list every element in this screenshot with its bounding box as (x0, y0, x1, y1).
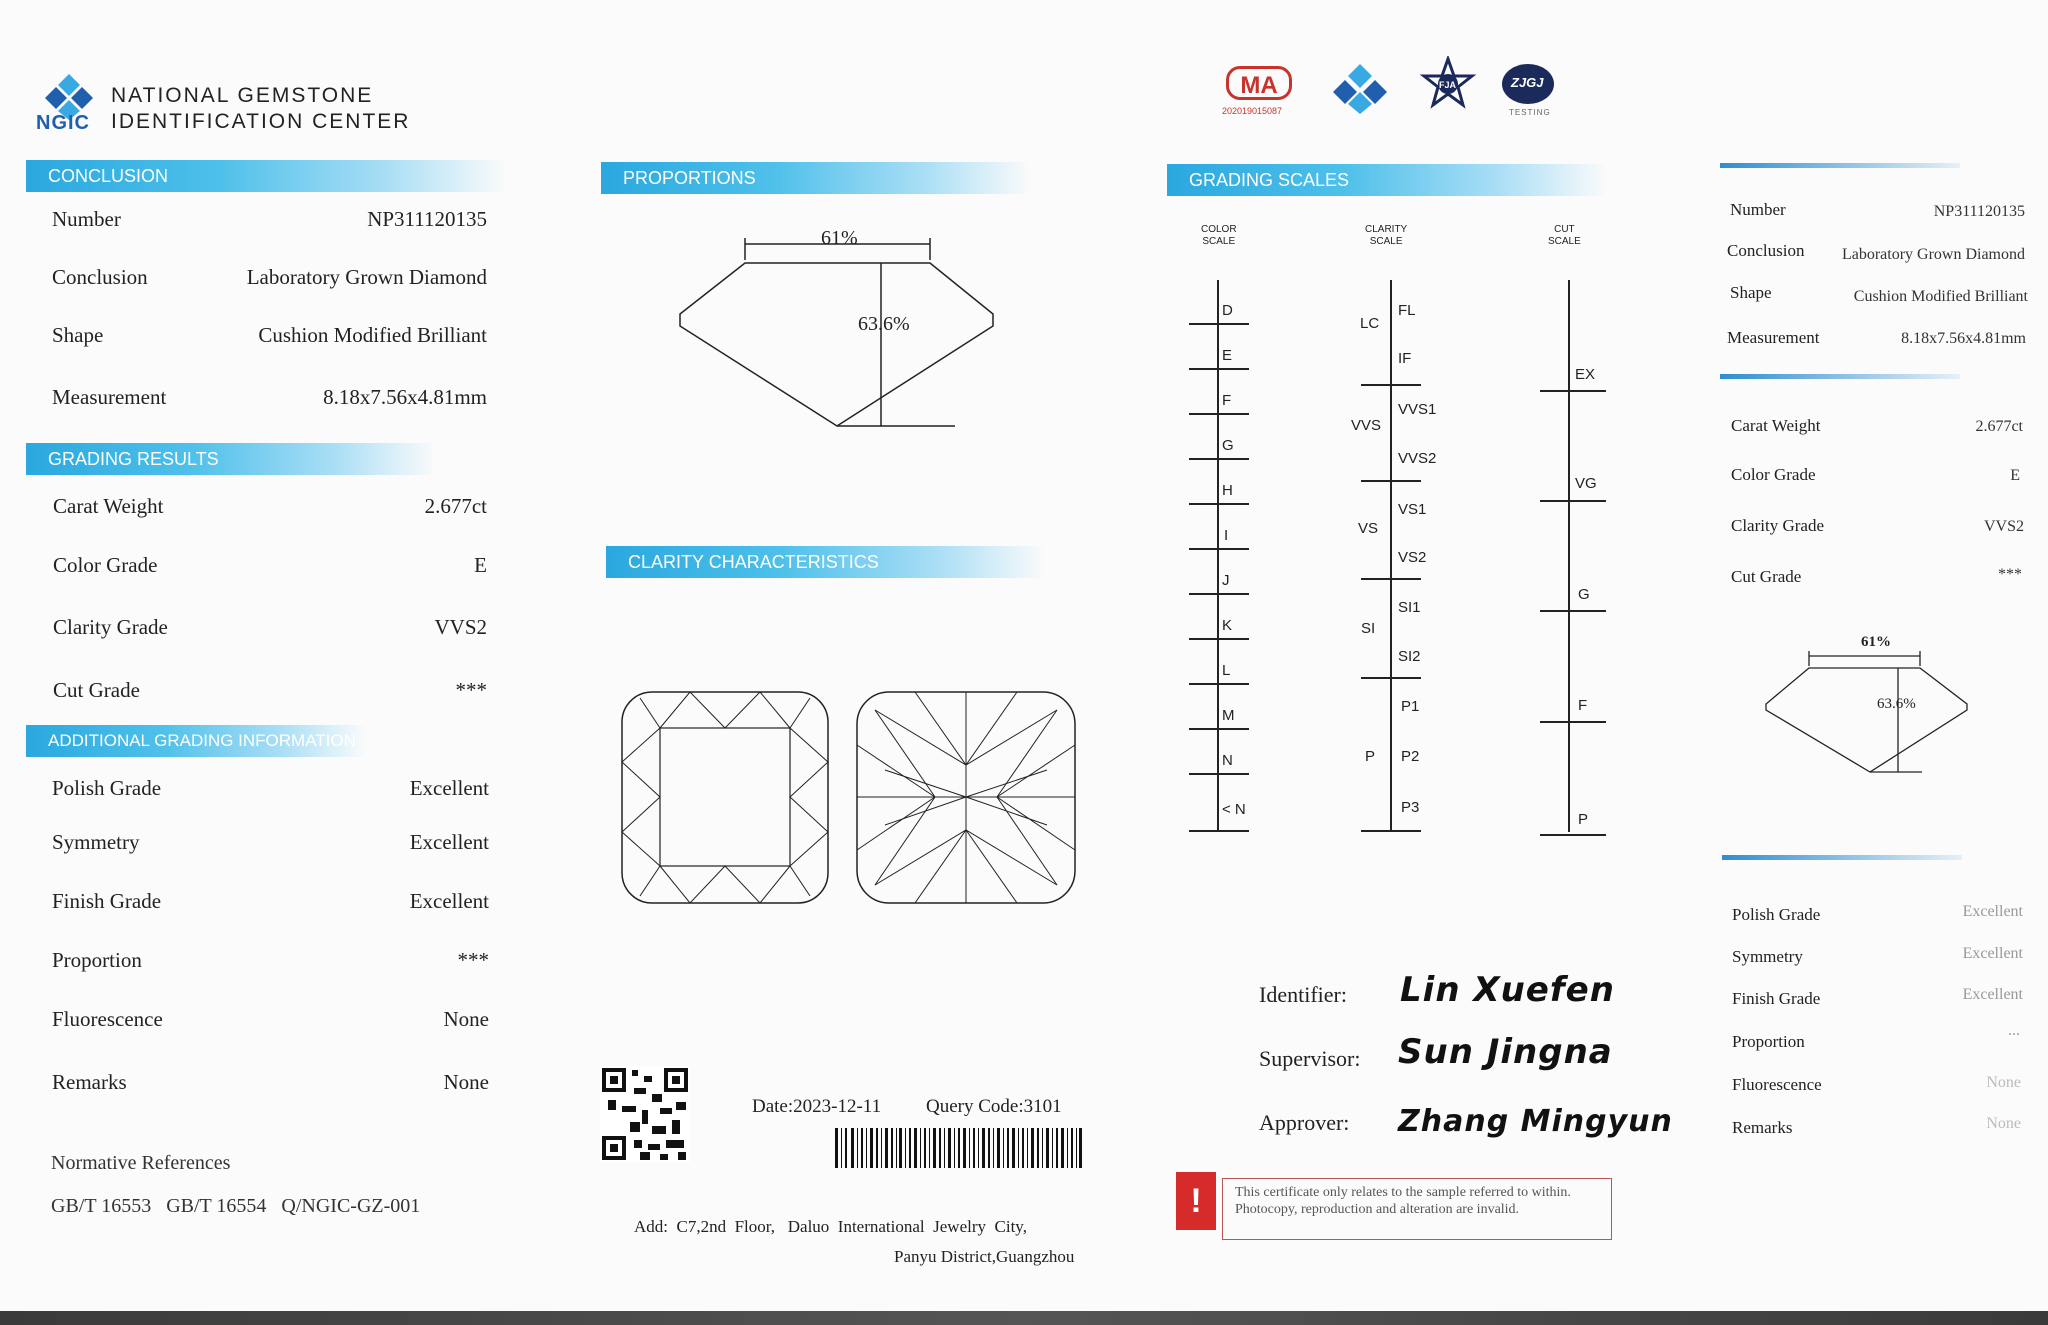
brand-abbr: NGIC (36, 112, 90, 134)
row-value: Cushion Modified Brilliant (258, 323, 487, 347)
row-label: Polish Grade (52, 776, 162, 800)
additional-row (52, 948, 489, 973)
scale-title-line: SCALE (1202, 236, 1236, 247)
scale-tick (1361, 480, 1421, 482)
cut-scale-axis (1568, 280, 1570, 832)
clarity-grade-label: IF (1398, 350, 1412, 367)
approver-label: Approver: (1259, 1110, 1350, 1135)
section-grading-scales: GRADING SCALES (1167, 164, 1607, 196)
stub-value: NP311120135 (1933, 203, 2025, 220)
table-percent: 61% (821, 227, 858, 249)
stub-label: Conclusion (1727, 241, 1805, 260)
pavilion-view-diagram (855, 690, 1077, 905)
stub-label: Symmetry (1732, 947, 1803, 966)
grading-row (53, 678, 487, 703)
scale-tick (1189, 368, 1249, 370)
stub-value: Excellent (1962, 945, 2023, 962)
identifier-label: Identifier: (1259, 982, 1347, 1007)
row-label: Remarks (52, 1070, 127, 1094)
scale-tick (1540, 721, 1606, 723)
clarity-grade-label: SI2 (1398, 648, 1421, 665)
scale-title-line: CUT (1554, 224, 1575, 235)
additional-row (52, 1007, 489, 1032)
section-clarity-characteristics: CLARITY CHARACTERISTICS (606, 546, 1046, 578)
color-grade-label: K (1222, 617, 1233, 634)
scale-tick (1361, 578, 1421, 580)
row-value: None (443, 1007, 489, 1031)
stub-divider (1720, 374, 1960, 379)
stub-value: ... (2008, 1022, 2020, 1039)
clarity-grade-label: P2 (1401, 748, 1420, 765)
additional-row (52, 889, 489, 914)
stub-value: E (2010, 467, 2020, 484)
certificate-notice: This certificate only relates to the sample referred to within. Photocopy, reproduction and alteration are invalid. (1222, 1178, 1612, 1240)
conclusion-row (52, 265, 487, 290)
identifier-signature: Lin Xuefen (1400, 970, 1615, 1010)
grading-row (53, 553, 487, 578)
conclusion-row (52, 207, 487, 232)
stub-label: Polish Grade (1732, 905, 1821, 924)
normative-title: Normative References (51, 1152, 231, 1174)
stub-value: VVS2 (1983, 518, 2024, 535)
cut-grade-label: G (1578, 586, 1590, 603)
cut-scale-title (1548, 224, 1581, 248)
stub-label: Color Grade (1731, 465, 1816, 484)
depth-percent: 63.6% (858, 313, 910, 335)
stub-depth-percent: 63.6% (1877, 696, 1916, 712)
additional-row (52, 830, 489, 855)
supervisor-signature: Sun Jingna (1398, 1032, 1613, 1072)
stub-value: None (1986, 1074, 2021, 1091)
cma-number: 202019015087 (1222, 106, 1283, 116)
section-grading-results: GRADING RESULTS (26, 443, 436, 475)
row-label: Measurement (52, 385, 167, 409)
row-value: *** (457, 948, 489, 972)
stub-value: Excellent (1962, 986, 2023, 1003)
row-value: 2.677ct (424, 494, 487, 518)
scale-tick (1189, 773, 1249, 775)
cma-badge-icon: MA (1226, 66, 1292, 100)
page-edge (0, 1311, 2048, 1325)
row-label: Clarity Grade (53, 615, 168, 639)
ngic-badge-icon (1330, 62, 1390, 116)
color-grade-label: D (1222, 302, 1233, 319)
color-grade-label: I (1224, 527, 1229, 544)
scale-tick (1361, 384, 1421, 386)
color-scale-title (1201, 224, 1237, 248)
color-scale-axis (1217, 280, 1219, 832)
row-value: *** (455, 678, 487, 702)
color-grade-label: F (1222, 392, 1232, 409)
row-label: Symmetry (52, 830, 140, 854)
stub-proportion-diagram (1762, 648, 1972, 776)
query-code: Query Code:3101 (926, 1096, 1062, 1117)
address-line2: Panyu District,Guangzhou (894, 1247, 1075, 1266)
stub-label: Clarity Grade (1731, 516, 1824, 535)
scale-tick (1189, 683, 1249, 685)
row-label: Fluorescence (52, 1007, 163, 1031)
clarity-grade-label: P3 (1401, 799, 1420, 816)
conclusion-row (52, 385, 487, 410)
section-additional: ADDITIONAL GRADING INFORMATION (26, 725, 366, 757)
row-label: Color Grade (53, 553, 158, 577)
barcode-icon (835, 1128, 1083, 1168)
row-label: Finish Grade (52, 889, 162, 913)
row-value: Excellent (409, 889, 489, 913)
stub-value: 8.18x7.56x4.81mm (1901, 330, 2026, 347)
clarity-grade-label: P1 (1401, 698, 1420, 715)
address-line1: Add: C7,2nd Floor, Daluo International Jewelry City, (634, 1217, 1027, 1236)
row-label: Conclusion (52, 265, 148, 289)
row-label: Carat Weight (53, 494, 164, 518)
conclusion-row (52, 323, 487, 348)
scale-tick (1361, 677, 1421, 679)
clarity-grade-label: VS2 (1398, 549, 1427, 566)
color-grade-label: < N (1222, 801, 1246, 818)
scale-title-line: CLARITY (1365, 224, 1408, 235)
row-value: None (443, 1070, 489, 1094)
clarity-grade-label: VS1 (1398, 501, 1427, 518)
row-value: Excellent (409, 830, 489, 854)
row-value: Laboratory Grown Diamond (246, 265, 487, 289)
color-grade-label: N (1222, 752, 1233, 769)
scale-tick (1540, 500, 1606, 502)
cut-grade-label: VG (1575, 475, 1597, 492)
scale-tick (1189, 503, 1249, 505)
clarity-grade-label: FL (1398, 302, 1416, 319)
color-grade-label: E (1222, 347, 1233, 364)
row-label: Shape (52, 323, 104, 347)
scale-tick (1189, 548, 1249, 550)
color-grade-label: G (1222, 437, 1234, 454)
scale-tick (1540, 390, 1606, 392)
additional-row (52, 776, 489, 801)
cut-grade-label: EX (1575, 366, 1596, 383)
clarity-group-label: P (1365, 748, 1376, 765)
additional-row (52, 1070, 489, 1095)
qr-code-icon (600, 1066, 690, 1162)
proportion-diagram (670, 232, 1010, 432)
stub-label: Fluorescence (1732, 1075, 1822, 1094)
stub-label: Measurement (1727, 328, 1820, 347)
stub-divider (1722, 855, 1962, 860)
scale-tick (1189, 638, 1249, 640)
scale-tick (1540, 834, 1606, 836)
brand-name-line1: NATIONAL GEMSTONE (111, 84, 374, 107)
clarity-group-label: LC (1360, 315, 1380, 332)
color-grade-label: H (1222, 482, 1233, 499)
stub-label: Remarks (1732, 1118, 1793, 1137)
clarity-group-label: SI (1361, 620, 1376, 637)
clarity-grade-label: VVS1 (1398, 401, 1437, 418)
scale-tick (1189, 413, 1249, 415)
stub-label: Number (1730, 200, 1786, 219)
row-label: Number (52, 207, 121, 231)
brand-name-line2: IDENTIFICATION CENTER (111, 110, 411, 133)
stub-label: Shape (1730, 283, 1772, 302)
row-value: VVS2 (434, 615, 487, 639)
testing-label: TESTING (1509, 108, 1551, 117)
row-value: 8.18x7.56x4.81mm (323, 385, 487, 409)
approver-signature: Zhang Mingyun (1398, 1104, 1673, 1139)
section-proportions: PROPORTIONS (601, 162, 1031, 194)
scale-title-line: COLOR (1201, 224, 1237, 235)
section-conclusion: CONCLUSION (26, 160, 506, 192)
cut-grade-label: P (1578, 811, 1589, 828)
color-grade-label: L (1222, 662, 1231, 679)
stub-value: *** (1998, 566, 2022, 583)
scale-tick (1189, 323, 1249, 325)
clarity-grade-label: SI1 (1398, 599, 1421, 616)
stub-label: Carat Weight (1731, 416, 1821, 435)
zjgj-label: ZJGJ (1511, 75, 1544, 90)
scale-tick (1189, 458, 1249, 460)
normative-refs: GB/T 16553 GB/T 16554 Q/NGIC-GZ-001 (51, 1195, 421, 1217)
scale-tick (1189, 593, 1249, 595)
supervisor-label: Supervisor: (1259, 1046, 1361, 1071)
stub-label: Proportion (1732, 1032, 1805, 1051)
issue-date: Date:2023-12-11 (752, 1096, 882, 1117)
scale-tick (1540, 610, 1606, 612)
clarity-group-label: VS (1358, 520, 1379, 537)
stub-divider (1720, 163, 1960, 168)
clarity-grade-label: VVS2 (1398, 450, 1437, 467)
clarity-scale-axis (1390, 280, 1392, 832)
stub-value: Laboratory Grown Diamond (1841, 246, 2025, 263)
scale-tick (1361, 830, 1421, 832)
stub-value: Cushion Modified Brilliant (1853, 288, 2028, 305)
scale-tick (1189, 728, 1249, 730)
stub-table-percent: 61% (1861, 634, 1891, 650)
scale-tick (1189, 830, 1249, 832)
row-value: NP311120135 (367, 207, 487, 231)
scale-title-line: SCALE (1369, 236, 1403, 247)
row-label: Cut Grade (53, 678, 140, 702)
stub-value: 2.677ct (1975, 418, 2023, 435)
cut-grade-label: F (1578, 697, 1588, 714)
row-value: Excellent (409, 776, 489, 800)
stub-label: Finish Grade (1732, 989, 1821, 1008)
exclamation-icon: ! (1176, 1172, 1216, 1230)
fja-label: FJA (1439, 80, 1457, 90)
color-grade-label: M (1222, 707, 1235, 724)
clarity-scale-title (1365, 224, 1407, 248)
stub-value: Excellent (1962, 903, 2023, 920)
grading-row (53, 494, 487, 519)
grading-row (53, 615, 487, 640)
color-grade-label: J (1222, 572, 1230, 589)
clarity-group-label: VVS (1351, 417, 1382, 434)
row-label: Proportion (52, 948, 142, 972)
row-value: E (474, 553, 487, 577)
stub-label: Cut Grade (1731, 567, 1802, 586)
scale-title-line: SCALE (1548, 236, 1581, 247)
crown-view-diagram (620, 690, 830, 905)
stub-value: None (1986, 1115, 2021, 1132)
